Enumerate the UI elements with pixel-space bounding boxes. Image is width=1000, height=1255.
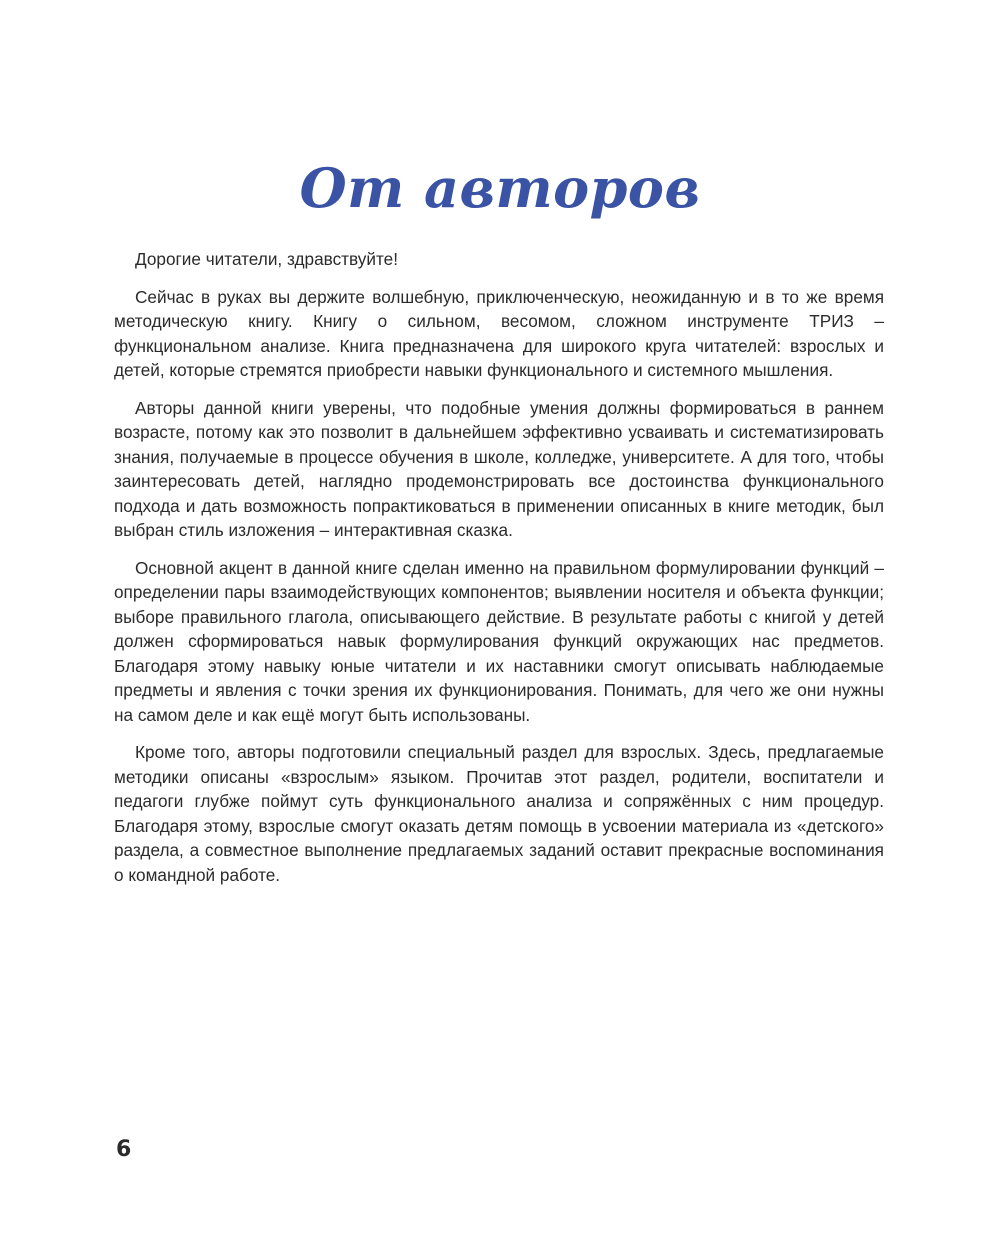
body-text: [114, 247, 884, 900]
main-focus-paragraph: Основной акцент в данной книге сделан именно на правильном формулировании функций – определении пары взаимодействующих компонентов; выявлении носителя и объекта функции; выборе правильного глагола, описывающего действие. В результате работы с книгой у детей должен сформироваться навык формулирования функций окружающих нас предметов. Благодаря этому навыку юные читатели и их наставники смогут описывать наблюдаемые предметы и явления с точки зрения их функционирования. Понимать, для чего же они нужны на самом деле и как ещё могут быть использованы.: [114, 557, 884, 725]
intro-paragraph: Сейчас в руках вы держите волшебную, приключенческую, неожиданную и в то же время методическую книгу. Книгу о сильном, весомом, сложном инструменте ТРИЗ – функциональном анализе. Книга предназначена для широкого круга читателей: взрослых и детей, которые стремятся приобрести навыки функционального и системного мышления.: [114, 286, 884, 380]
adult-section-paragraph: Кроме того, авторы подготовили специальный раздел для взрослых. Здесь, предлагаемые методики описаны «взрослым» языком. Прочитав этот раздел, родители, воспитатели и педагоги глубже поймут суть функционального анализа и сопряжённых с ним процедур. Благодаря этому, взрослые смогут оказать детям помощь в усвоении материала из «детского» раздела, а совместное выполнение предлагаемых заданий оставит прекрасные воспоминания о командной работе.: [114, 742, 884, 885]
page-title: От авторов: [299, 156, 701, 221]
page-number: 6: [116, 1137, 132, 1162]
greeting-paragraph: Дорогие читатели, здравствуйте!: [135, 249, 398, 269]
authors-belief-paragraph: Авторы данной книги уверены, что подобные умения должны формироваться в раннем возрасте, потому как это позволит в дальнейшем эффективно усваивать и систематизировать знания, получаемые в процессе обучения в школе, колледже, университете. А для того, чтобы заинтересовать детей, наглядно продемонстрировать все достоинства функционального подхода и дать возможность попрактиковаться в применении описанных в книге методик, был выбран стиль изложения – интерактивная сказка.: [114, 397, 884, 540]
